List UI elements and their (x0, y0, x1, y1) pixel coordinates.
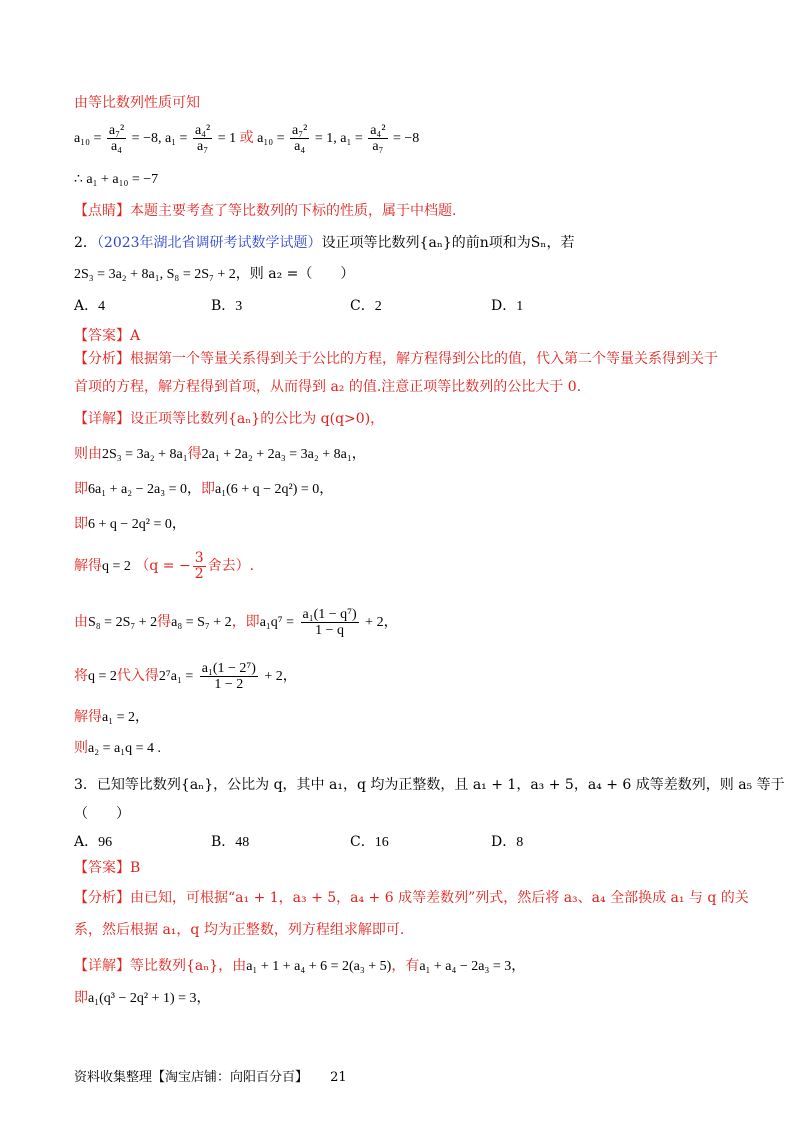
choice-b: B．3 (211, 298, 243, 314)
fraction: $\frac{\text{a₇²}}{\text{a₄}}$ (292, 123, 308, 155)
analysis-line (74, 888, 749, 908)
choice-a: A．4 (74, 298, 106, 314)
question-number: 3． (74, 777, 97, 793)
answer-tag: 【答案】 (74, 860, 130, 876)
question-text: 已知等比数列{aₙ}，公比为 q，其中 a₁，q 均为正整数，且 a₁ + 1，a₃ + 5，a₄ + 6 成等差数列，则 a₅ 等于 (96, 777, 785, 793)
condition-formula: 2S₃ = 3a₂ + 8a₁, S₈ = 2S₇ + 2 (74, 267, 236, 282)
answer-value: A (130, 328, 141, 344)
analysis-tag: 【分析】 (74, 890, 130, 906)
answer-value: B (130, 860, 141, 876)
remark-line (74, 201, 456, 221)
or-word: 或 (239, 130, 254, 146)
detail-step: 将q = 2代入得2⁷a₁ = $\frac{\text{a₁(1 − 2⁷)}}{1 - 2}$ + 2， (74, 660, 297, 692)
detail-line (74, 409, 384, 429)
page-footer (74, 1066, 347, 1085)
analysis-text: 由已知，可根据“a₁ + 1，a₃ + 5，a₄ + 6 成等差数列”列式，然后将 a₃、a₄ 全部换成 a₁ 与 q 的关 (130, 890, 749, 906)
choice-c: C．2 (350, 298, 382, 314)
detail-line: 【详解】等比数列{aₙ}，由a₁ + 1 + a₄ + 6 = 2(a₃ + 5)，有a₁ + a₄ − 2a₃ = 3， (74, 958, 526, 974)
footer-text: 资料收集整理【淘宝店铺：向阳百分百】 (74, 1070, 309, 1085)
detail-step: 即6 + q − 2q² = 0， (74, 516, 186, 532)
detail-tag: 【详解】 (74, 411, 130, 427)
formula-part: a₁₀ = (74, 131, 102, 146)
detail-tag: 【详解】 (74, 958, 130, 974)
formula-part: = 1 (217, 131, 237, 146)
answer-tag: 【答案】 (74, 328, 130, 344)
answer-line (74, 858, 140, 878)
question-2 (74, 233, 574, 253)
detail-step: 即a₁(q³ − 2q² + 1) = 3， (74, 990, 211, 1006)
detail-step: 则由2S₃ = 3a₂ + 8a₁得2a₁ + 2a₂ + 2a₃ = 3a₂ + 8a₁， (74, 446, 366, 462)
analysis-text: 根据第一个等量关系得到关于公比的方程，解方程得到公比的值，代入第二个等量关系得到关于 (130, 351, 718, 367)
analysis-line (74, 349, 718, 369)
choice-d: D．8 (491, 834, 524, 850)
analysis-line-2: 首项的方程，解方程得到首项，从而得到 a₂ 的值.注意正项等比数列的公比大于 0. (74, 379, 582, 395)
question-ask: ，则 a₂ =（ ） (235, 266, 355, 282)
fraction: $\frac{\text{a₁(1 − 2⁷)}}{1 - 2}$ (201, 660, 256, 692)
analysis-line-2: 系，然后根据 a₁，q 均为正整数，列方程组求解即可. (74, 922, 405, 938)
fraction: $\frac{\text{a₄²}}{\text{a₇}}$ (194, 123, 211, 155)
detail-text: 设正项等比数列{aₙ}的公比为 q(q>0)， (130, 411, 385, 427)
question-3-paren: （ ） (74, 806, 130, 822)
detail-step: 由S₈ = 2S₇ + 2得a₈ = S₇ + 2，即a₁q⁷ = $\frac{\text{a₁(1 − q⁷)}}{1 - q}$ + 2， (74, 606, 398, 638)
answer-line (74, 326, 140, 346)
remark-text: 本题主要考查了等比数列的下标的性质，属于中档题. (130, 203, 457, 219)
fraction: $\frac{\text{a₄²}}{\text{a₇}}$ (370, 123, 386, 155)
detail-step: 解得q = 2 （q = − $\frac{3}{2}$ 舍去）. (74, 549, 255, 582)
fraction: $\frac{\text{a₁(1 − q⁷)}}{1 - q}$ (302, 606, 357, 638)
question-source: （2023年湖北省调研考试数学试题） (96, 235, 322, 251)
fraction: $\frac{\text{a₇²}}{\text{a₄}}$ (108, 123, 125, 155)
choice-c: C．16 (350, 834, 389, 850)
remark-tag: 【点睛】 (74, 203, 130, 219)
question-number: 2． (74, 235, 97, 251)
formula-part: = −8 (393, 131, 420, 146)
question-3 (74, 775, 785, 795)
question-2-condition (74, 264, 354, 285)
choice-a: A．96 (74, 834, 113, 850)
formula-line (74, 120, 419, 157)
choice-d: D．1 (491, 298, 524, 314)
formula-part: a₁₀ = (257, 131, 285, 146)
formula-part: = 1, a₁ = (314, 131, 363, 146)
detail-step: 解得a₁ = 2， (74, 709, 149, 725)
choice-b: B．48 (211, 834, 250, 850)
fraction: $\frac{3}{2}$ (194, 549, 204, 582)
detail-step: 即6a₁ + a₂ − 2a₃ = 0，即a₁(6 + q − 2q²) = 0， (74, 481, 334, 497)
text-line: 由等比数列性质可知 (74, 95, 200, 111)
detail-step: 则a₂ = a₁q = 4 . (74, 740, 161, 756)
analysis-tag: 【分析】 (74, 351, 130, 367)
conclusion-line: ∴ a₁ + a₁₀ = −7 (74, 172, 159, 187)
question-text: 设正项等比数列{aₙ}的前n项和为Sₙ，若 (321, 235, 575, 251)
page-number: 21 (330, 1070, 347, 1085)
formula-part: = −8, a₁ = (131, 131, 188, 146)
